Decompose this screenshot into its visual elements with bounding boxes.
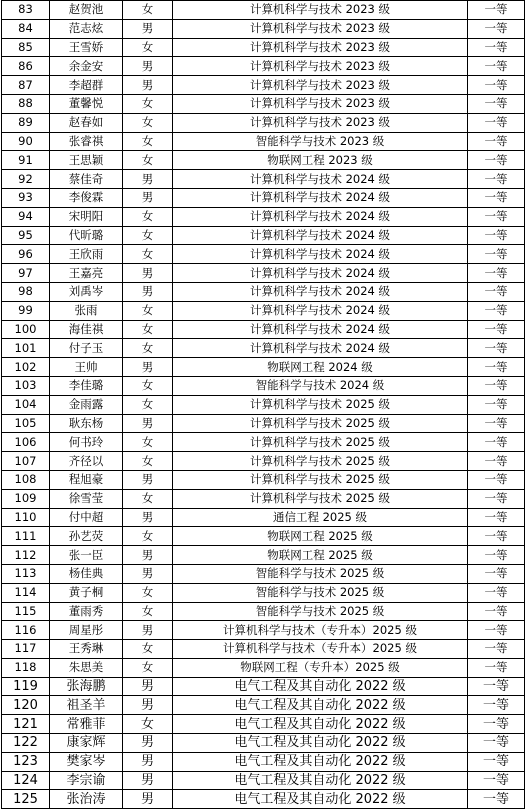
award-level-cell: 一等 xyxy=(468,564,525,583)
gender-cell: 男 xyxy=(123,414,173,433)
award-level-cell: 一等 xyxy=(468,188,525,207)
row-number-cell: 115 xyxy=(2,602,50,621)
table-row xyxy=(2,57,525,76)
award-level-cell: 一等 xyxy=(468,19,525,38)
student-name-cell: 董馨悦 xyxy=(50,94,123,113)
award-level-cell: 一等 xyxy=(468,1,525,20)
major-grade-cell: 计算机科学与技术 2024 级 xyxy=(173,245,468,264)
row-number-cell: 97 xyxy=(2,264,50,283)
major-grade-cell: 计算机科学与技术 2024 级 xyxy=(173,226,468,245)
major-grade-cell: 电气工程及其自动化 2022 级 xyxy=(173,677,468,696)
award-level-cell: 一等 xyxy=(468,696,525,715)
award-level-cell: 一等 xyxy=(468,57,525,76)
table-row xyxy=(2,658,525,677)
row-number-cell: 117 xyxy=(2,640,50,659)
award-level-cell: 一等 xyxy=(468,621,525,640)
row-number-cell: 110 xyxy=(2,508,50,527)
student-name-cell: 范志炫 xyxy=(50,19,123,38)
table-row xyxy=(2,621,525,640)
row-number-cell: 112 xyxy=(2,546,50,565)
award-level-cell: 一等 xyxy=(468,414,525,433)
student-name-cell: 杨佳典 xyxy=(50,564,123,583)
gender-cell: 女 xyxy=(123,207,173,226)
table-row xyxy=(2,38,525,57)
table-row xyxy=(2,188,525,207)
gender-cell: 女 xyxy=(123,151,173,170)
gender-cell: 男 xyxy=(123,546,173,565)
gender-cell: 女 xyxy=(123,602,173,621)
student-name-cell: 蔡佳奇 xyxy=(50,170,123,189)
gender-cell: 男 xyxy=(123,564,173,583)
table-row xyxy=(2,395,525,414)
major-grade-cell: 计算机科学与技术 2024 级 xyxy=(173,170,468,189)
row-number-cell: 116 xyxy=(2,621,50,640)
gender-cell: 男 xyxy=(123,677,173,696)
student-name-cell: 黄子桐 xyxy=(50,583,123,602)
major-grade-cell: 电气工程及其自动化 2022 级 xyxy=(173,734,468,753)
table-row xyxy=(2,170,525,189)
major-grade-cell: 计算机科学与技术 2025 级 xyxy=(173,395,468,414)
student-name-cell: 孙艺荧 xyxy=(50,527,123,546)
major-grade-cell: 智能科学与技术 2025 级 xyxy=(173,602,468,621)
row-number-cell: 111 xyxy=(2,527,50,546)
major-grade-cell: 电气工程及其自动化 2022 级 xyxy=(173,752,468,771)
gender-cell: 男 xyxy=(123,170,173,189)
major-grade-cell: 物联网工程（专升本）2025 级 xyxy=(173,658,468,677)
gender-cell: 女 xyxy=(123,452,173,471)
award-level-cell: 一等 xyxy=(468,715,525,734)
major-grade-cell: 计算机科学与技术 2023 级 xyxy=(173,19,468,38)
table-row xyxy=(2,734,525,753)
table-row xyxy=(2,433,525,452)
gender-cell: 男 xyxy=(123,19,173,38)
award-level-cell: 一等 xyxy=(468,94,525,113)
table-row xyxy=(2,376,525,395)
major-grade-cell: 智能科学与技术 2025 级 xyxy=(173,564,468,583)
student-name-cell: 赵春如 xyxy=(50,113,123,132)
award-level-cell: 一等 xyxy=(468,38,525,57)
student-name-cell: 齐径以 xyxy=(50,452,123,471)
row-number-cell: 120 xyxy=(2,696,50,715)
award-level-cell: 一等 xyxy=(468,771,525,790)
row-number-cell: 104 xyxy=(2,395,50,414)
table-row xyxy=(2,151,525,170)
major-grade-cell: 计算机科学与技术 2024 级 xyxy=(173,301,468,320)
row-number-cell: 108 xyxy=(2,470,50,489)
award-level-cell: 一等 xyxy=(468,583,525,602)
table-row xyxy=(2,489,525,508)
row-number-cell: 83 xyxy=(2,1,50,20)
table-body xyxy=(2,1,525,809)
award-level-cell: 一等 xyxy=(468,602,525,621)
table-row xyxy=(2,771,525,790)
row-number-cell: 109 xyxy=(2,489,50,508)
row-number-cell: 96 xyxy=(2,245,50,264)
major-grade-cell: 计算机科学与技术 2023 级 xyxy=(173,76,468,95)
gender-cell: 女 xyxy=(123,113,173,132)
gender-cell: 男 xyxy=(123,508,173,527)
major-grade-cell: 计算机科学与技术 2024 级 xyxy=(173,282,468,301)
award-level-cell: 一等 xyxy=(468,339,525,358)
major-grade-cell: 智能科学与技术 2023 级 xyxy=(173,132,468,151)
award-level-cell: 一等 xyxy=(468,245,525,264)
table-row xyxy=(2,470,525,489)
row-number-cell: 122 xyxy=(2,734,50,753)
major-grade-cell: 计算机科学与技术 2023 级 xyxy=(173,94,468,113)
table-row xyxy=(2,640,525,659)
gender-cell: 女 xyxy=(123,395,173,414)
gender-cell: 女 xyxy=(123,94,173,113)
gender-cell: 女 xyxy=(123,1,173,20)
table-row xyxy=(2,752,525,771)
student-name-cell: 余金安 xyxy=(50,57,123,76)
major-grade-cell: 计算机科学与技术 2024 级 xyxy=(173,207,468,226)
gender-cell: 男 xyxy=(123,188,173,207)
gender-cell: 男 xyxy=(123,470,173,489)
major-grade-cell: 计算机科学与技术 2023 级 xyxy=(173,57,468,76)
award-level-cell: 一等 xyxy=(468,170,525,189)
major-grade-cell: 物联网工程 2025 级 xyxy=(173,527,468,546)
student-name-cell: 王思颖 xyxy=(50,151,123,170)
row-number-cell: 87 xyxy=(2,76,50,95)
table-row xyxy=(2,414,525,433)
row-number-cell: 119 xyxy=(2,677,50,696)
award-level-cell: 一等 xyxy=(468,790,525,809)
major-grade-cell: 电气工程及其自动化 2022 级 xyxy=(173,790,468,809)
table-row xyxy=(2,339,525,358)
student-name-cell: 祖圣羊 xyxy=(50,696,123,715)
major-grade-cell: 计算机科学与技术（专升本）2025 级 xyxy=(173,640,468,659)
award-level-cell: 一等 xyxy=(468,470,525,489)
student-name-cell: 李宗谕 xyxy=(50,771,123,790)
table-row xyxy=(2,527,525,546)
award-level-cell: 一等 xyxy=(468,301,525,320)
major-grade-cell: 电气工程及其自动化 2022 级 xyxy=(173,715,468,734)
gender-cell: 女 xyxy=(123,320,173,339)
student-name-cell: 徐雪莹 xyxy=(50,489,123,508)
student-name-cell: 程旭豪 xyxy=(50,470,123,489)
student-name-cell: 李超群 xyxy=(50,76,123,95)
table-row xyxy=(2,76,525,95)
table-row xyxy=(2,245,525,264)
gender-cell: 男 xyxy=(123,696,173,715)
student-name-cell: 刘禹岑 xyxy=(50,282,123,301)
row-number-cell: 105 xyxy=(2,414,50,433)
table-row xyxy=(2,226,525,245)
major-grade-cell: 智能科学与技术 2025 级 xyxy=(173,583,468,602)
student-name-cell: 张雨 xyxy=(50,301,123,320)
row-number-cell: 125 xyxy=(2,790,50,809)
table-row xyxy=(2,546,525,565)
award-level-cell: 一等 xyxy=(468,358,525,377)
row-number-cell: 106 xyxy=(2,433,50,452)
gender-cell: 女 xyxy=(123,433,173,452)
student-name-cell: 李俊霖 xyxy=(50,188,123,207)
major-grade-cell: 智能科学与技术 2024 级 xyxy=(173,376,468,395)
student-name-cell: 王帅 xyxy=(50,358,123,377)
row-number-cell: 92 xyxy=(2,170,50,189)
table-row xyxy=(2,207,525,226)
row-number-cell: 107 xyxy=(2,452,50,471)
table-row xyxy=(2,301,525,320)
gender-cell: 男 xyxy=(123,734,173,753)
gender-cell: 女 xyxy=(123,301,173,320)
gender-cell: 男 xyxy=(123,57,173,76)
table-row xyxy=(2,677,525,696)
student-name-cell: 赵贺池 xyxy=(50,1,123,20)
major-grade-cell: 物联网工程 2025 级 xyxy=(173,546,468,565)
award-level-cell: 一等 xyxy=(468,546,525,565)
table-row xyxy=(2,19,525,38)
gender-cell: 女 xyxy=(123,715,173,734)
row-number-cell: 95 xyxy=(2,226,50,245)
award-level-cell: 一等 xyxy=(468,376,525,395)
award-level-cell: 一等 xyxy=(468,151,525,170)
gender-cell: 男 xyxy=(123,358,173,377)
table-row xyxy=(2,94,525,113)
student-name-cell: 宋明阳 xyxy=(50,207,123,226)
student-name-cell: 周星彤 xyxy=(50,621,123,640)
award-list-table xyxy=(1,0,525,809)
table-row xyxy=(2,564,525,583)
student-name-cell: 李佳璐 xyxy=(50,376,123,395)
row-number-cell: 89 xyxy=(2,113,50,132)
table-row xyxy=(2,264,525,283)
student-name-cell: 付中超 xyxy=(50,508,123,527)
major-grade-cell: 计算机科学与技术 2024 级 xyxy=(173,264,468,283)
award-level-cell: 一等 xyxy=(468,282,525,301)
major-grade-cell: 计算机科学与技术 2023 级 xyxy=(173,38,468,57)
student-name-cell: 王欣雨 xyxy=(50,245,123,264)
major-grade-cell: 计算机科学与技术 2023 级 xyxy=(173,113,468,132)
row-number-cell: 99 xyxy=(2,301,50,320)
row-number-cell: 124 xyxy=(2,771,50,790)
award-level-cell: 一等 xyxy=(468,658,525,677)
table-row xyxy=(2,113,525,132)
table-row xyxy=(2,508,525,527)
gender-cell: 男 xyxy=(123,790,173,809)
student-name-cell: 付子玉 xyxy=(50,339,123,358)
student-name-cell: 海佳祺 xyxy=(50,320,123,339)
award-level-cell: 一等 xyxy=(468,226,525,245)
student-name-cell: 康家辉 xyxy=(50,734,123,753)
major-grade-cell: 计算机科学与技术 2024 级 xyxy=(173,339,468,358)
row-number-cell: 118 xyxy=(2,658,50,677)
student-name-cell: 代昕璐 xyxy=(50,226,123,245)
student-name-cell: 张一臣 xyxy=(50,546,123,565)
row-number-cell: 85 xyxy=(2,38,50,57)
award-level-cell: 一等 xyxy=(468,677,525,696)
student-name-cell: 张睿祺 xyxy=(50,132,123,151)
award-level-cell: 一等 xyxy=(468,264,525,283)
row-number-cell: 88 xyxy=(2,94,50,113)
table-row xyxy=(2,602,525,621)
gender-cell: 女 xyxy=(123,339,173,358)
row-number-cell: 100 xyxy=(2,320,50,339)
gender-cell: 男 xyxy=(123,264,173,283)
major-grade-cell: 计算机科学与技术 2023 级 xyxy=(173,1,468,20)
row-number-cell: 84 xyxy=(2,19,50,38)
award-level-cell: 一等 xyxy=(468,207,525,226)
award-level-cell: 一等 xyxy=(468,734,525,753)
student-name-cell: 樊家岑 xyxy=(50,752,123,771)
student-name-cell: 王秀琳 xyxy=(50,640,123,659)
row-number-cell: 123 xyxy=(2,752,50,771)
major-grade-cell: 计算机科学与技术 2025 级 xyxy=(173,489,468,508)
student-name-cell: 耿东杨 xyxy=(50,414,123,433)
row-number-cell: 98 xyxy=(2,282,50,301)
gender-cell: 女 xyxy=(123,245,173,264)
row-number-cell: 103 xyxy=(2,376,50,395)
table-row xyxy=(2,358,525,377)
award-level-cell: 一等 xyxy=(468,489,525,508)
major-grade-cell: 物联网工程 2024 级 xyxy=(173,358,468,377)
table-row xyxy=(2,452,525,471)
student-name-cell: 朱思美 xyxy=(50,658,123,677)
award-level-cell: 一等 xyxy=(468,752,525,771)
gender-cell: 男 xyxy=(123,76,173,95)
gender-cell: 男 xyxy=(123,752,173,771)
major-grade-cell: 计算机科学与技术 2025 级 xyxy=(173,452,468,471)
table-row xyxy=(2,790,525,809)
table-row xyxy=(2,1,525,20)
student-name-cell: 董雨秀 xyxy=(50,602,123,621)
gender-cell: 男 xyxy=(123,282,173,301)
row-number-cell: 114 xyxy=(2,583,50,602)
award-level-cell: 一等 xyxy=(468,508,525,527)
row-number-cell: 90 xyxy=(2,132,50,151)
gender-cell: 女 xyxy=(123,226,173,245)
row-number-cell: 86 xyxy=(2,57,50,76)
table-row xyxy=(2,696,525,715)
gender-cell: 女 xyxy=(123,658,173,677)
gender-cell: 女 xyxy=(123,38,173,57)
row-number-cell: 113 xyxy=(2,564,50,583)
student-name-cell: 张海鹏 xyxy=(50,677,123,696)
student-name-cell: 王嘉亮 xyxy=(50,264,123,283)
award-level-cell: 一等 xyxy=(468,113,525,132)
row-number-cell: 121 xyxy=(2,715,50,734)
table-row xyxy=(2,583,525,602)
student-name-cell: 常雅菲 xyxy=(50,715,123,734)
gender-cell: 女 xyxy=(123,132,173,151)
major-grade-cell: 计算机科学与技术 2025 级 xyxy=(173,433,468,452)
major-grade-cell: 通信工程 2025 级 xyxy=(173,508,468,527)
row-number-cell: 94 xyxy=(2,207,50,226)
table-row xyxy=(2,715,525,734)
major-grade-cell: 电气工程及其自动化 2022 级 xyxy=(173,771,468,790)
major-grade-cell: 计算机科学与技术 2024 级 xyxy=(173,320,468,339)
award-level-cell: 一等 xyxy=(468,320,525,339)
award-level-cell: 一等 xyxy=(468,132,525,151)
award-level-cell: 一等 xyxy=(468,527,525,546)
major-grade-cell: 电气工程及其自动化 2022 级 xyxy=(173,696,468,715)
row-number-cell: 93 xyxy=(2,188,50,207)
award-level-cell: 一等 xyxy=(468,395,525,414)
row-number-cell: 102 xyxy=(2,358,50,377)
major-grade-cell: 计算机科学与技术 2025 级 xyxy=(173,470,468,489)
row-number-cell: 91 xyxy=(2,151,50,170)
gender-cell: 女 xyxy=(123,489,173,508)
gender-cell: 男 xyxy=(123,621,173,640)
award-level-cell: 一等 xyxy=(468,76,525,95)
table-row xyxy=(2,132,525,151)
student-name-cell: 金雨露 xyxy=(50,395,123,414)
gender-cell: 女 xyxy=(123,376,173,395)
award-level-cell: 一等 xyxy=(468,452,525,471)
award-level-cell: 一等 xyxy=(468,433,525,452)
table-row xyxy=(2,320,525,339)
major-grade-cell: 计算机科学与技术 2024 级 xyxy=(173,188,468,207)
table-row xyxy=(2,282,525,301)
gender-cell: 男 xyxy=(123,771,173,790)
student-name-cell: 王雪娇 xyxy=(50,38,123,57)
major-grade-cell: 计算机科学与技术（专升本）2025 级 xyxy=(173,621,468,640)
row-number-cell: 101 xyxy=(2,339,50,358)
major-grade-cell: 计算机科学与技术 2025 级 xyxy=(173,414,468,433)
gender-cell: 女 xyxy=(123,583,173,602)
gender-cell: 女 xyxy=(123,640,173,659)
gender-cell: 女 xyxy=(123,527,173,546)
award-level-cell: 一等 xyxy=(468,640,525,659)
student-name-cell: 何书玲 xyxy=(50,433,123,452)
student-name-cell: 张治涛 xyxy=(50,790,123,809)
major-grade-cell: 物联网工程 2023 级 xyxy=(173,151,468,170)
